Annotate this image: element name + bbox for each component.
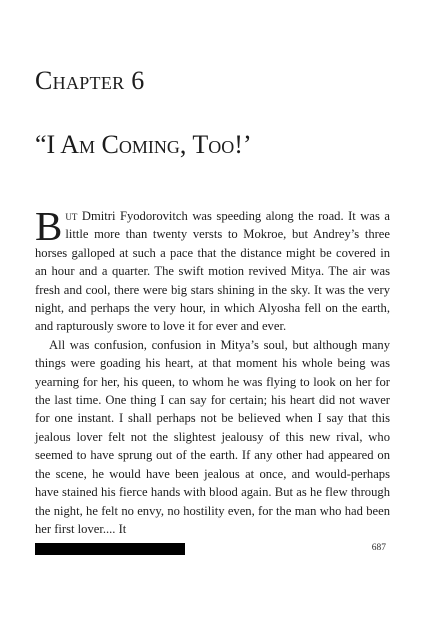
paragraph-1-text: Dmitri Fyodorovitch was speeding along the road. It was a little more than twenty versts to Mokroe, but Andrey’s three horses galloped at such a pace that the distance might be covered in an hour and a quarter. The swift motion revived Mitya. The air was fresh and cool, there were big stars shining in the sky. It was the very night, and perhaps the very hour, in which Alyosha fell on the earth, and rapturously swore to love it for ever and ever.	[35, 209, 390, 334]
page-number: 687	[371, 543, 386, 553]
paragraph-2: All was confusion, confusion in Mitya’s soul, but although many things were goading his heart, at that moment his whole being was yearning for her, his queen, to whom he was flying to look on her for the last time. One thing I can say for certain; his heart did not waver for one instant. I shall perhaps not be believed when I say that this jealous lover felt not the slightest jealousy of this new rival, who seemed to have sprung out of the earth. If any other had appeared on the scene, he would have been jealous at once, and would-perhaps have stained his fierce hands with blood again. But as he flew through the night, he felt no envy, no hostility even, for the man who had been her first lover.... It	[35, 337, 390, 536]
paragraph-1	[35, 203, 390, 336]
chapter-heading: Chapter 6	[35, 66, 145, 95]
chapter-title: “I Am Coming, Too!’	[35, 130, 252, 159]
body-text	[35, 203, 390, 538]
drop-cap: B	[35, 203, 63, 249]
redaction-bar	[35, 543, 185, 555]
lead-smallcaps: ut	[65, 209, 78, 223]
